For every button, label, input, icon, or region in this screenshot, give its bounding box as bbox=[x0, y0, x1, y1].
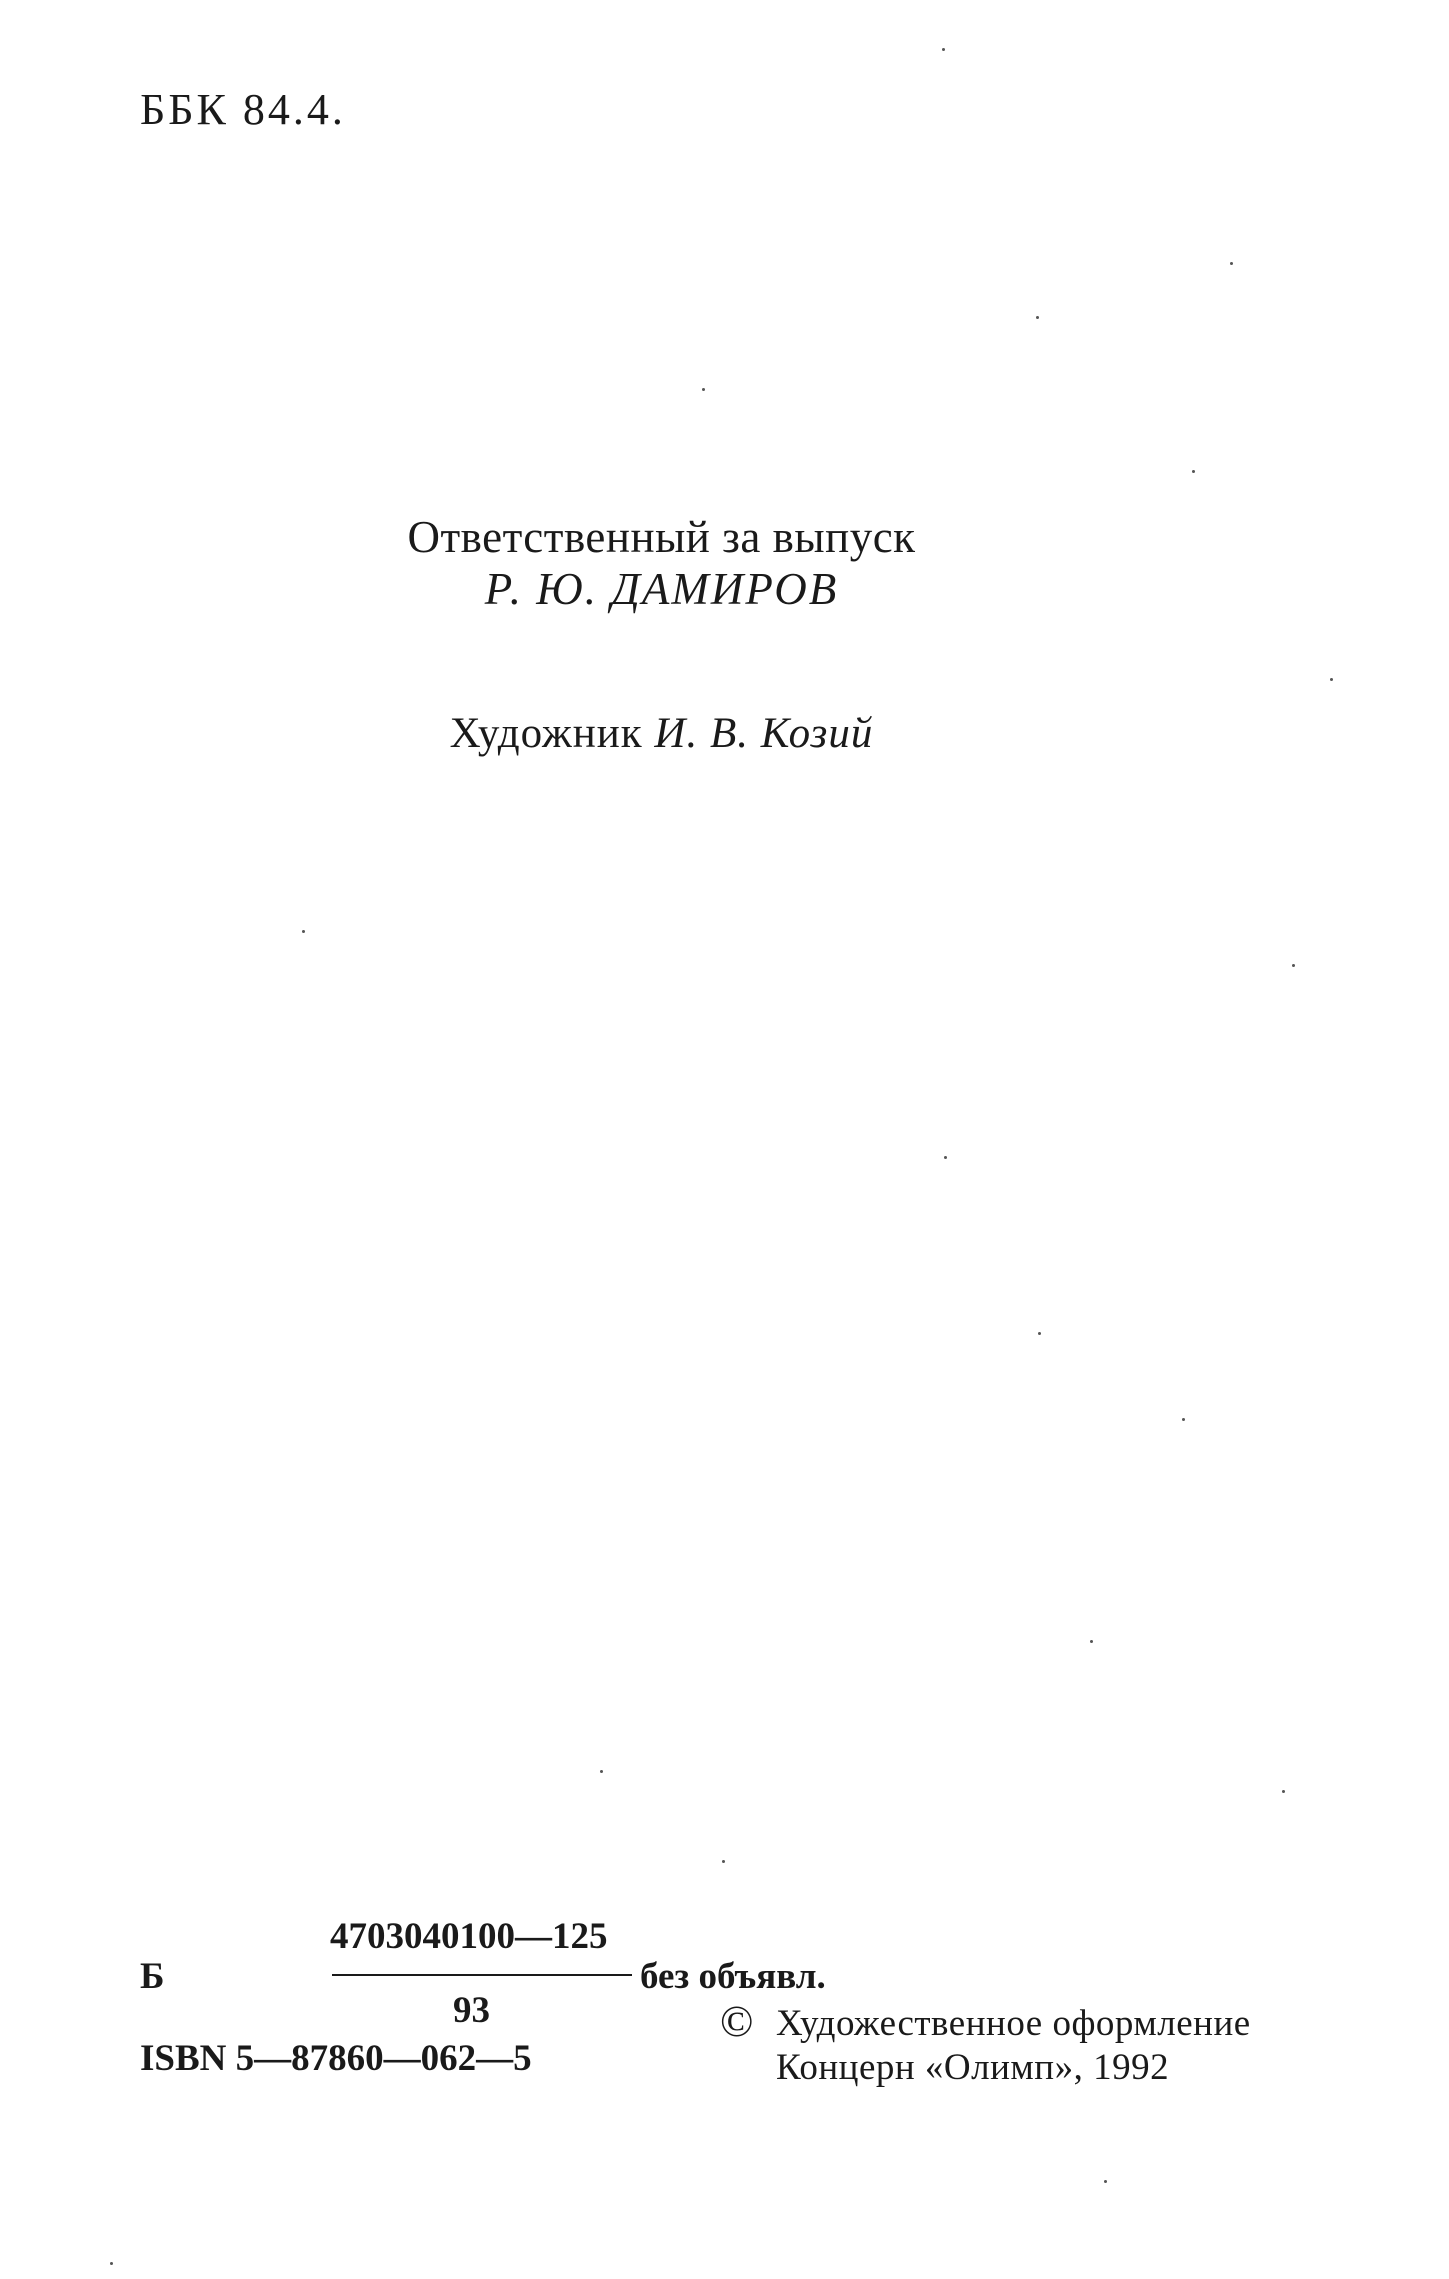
scan-speck bbox=[1330, 678, 1333, 681]
scan-speck bbox=[1230, 262, 1233, 265]
scan-speck bbox=[600, 1770, 603, 1773]
scan-speck bbox=[1104, 2180, 1107, 2183]
catalog-denominator: 93 bbox=[453, 1990, 490, 2031]
artist-label: Художник bbox=[449, 710, 643, 757]
copyright-line-1: Художественное оформление bbox=[776, 2003, 1251, 2044]
artist-credit-text bbox=[450, 708, 874, 760]
scan-speck bbox=[302, 930, 305, 933]
scan-speck bbox=[944, 1156, 947, 1159]
artist-credit bbox=[0, 708, 1449, 760]
bbk-code: ББК 84.4. bbox=[140, 85, 346, 134]
scan-speck bbox=[1090, 1640, 1093, 1643]
scan-speck bbox=[110, 2262, 113, 2265]
scan-speck bbox=[1192, 470, 1195, 473]
fraction-divider bbox=[332, 1974, 632, 1976]
responsible-name: Р. Ю. ДАМИРОВ bbox=[484, 563, 839, 614]
catalog-note: без объявл. bbox=[640, 1956, 826, 1997]
copyright-icon: © bbox=[720, 1997, 754, 2046]
scan-speck bbox=[702, 388, 705, 391]
scan-speck bbox=[722, 1860, 725, 1863]
isbn: ISBN 5—87860—062—5 bbox=[140, 2038, 532, 2079]
scan-speck bbox=[1182, 1418, 1185, 1421]
scan-speck bbox=[1282, 1790, 1285, 1793]
responsible-label: Ответственный за выпуск bbox=[407, 512, 916, 562]
copyright-text bbox=[776, 2002, 1251, 2091]
scan-speck bbox=[942, 48, 945, 51]
catalog-numerator: 4703040100—125 bbox=[330, 1916, 608, 1957]
scan-speck bbox=[1038, 1332, 1041, 1335]
copyright-line-2: Концерн «Олимп», 1992 bbox=[776, 2047, 1170, 2089]
responsible-editor-block bbox=[0, 512, 1449, 616]
artist-name: И. В. Козий bbox=[654, 710, 874, 757]
scan-speck bbox=[1036, 316, 1039, 319]
scan-speck bbox=[1292, 964, 1295, 967]
catalog-letter: Б bbox=[140, 1956, 165, 1997]
